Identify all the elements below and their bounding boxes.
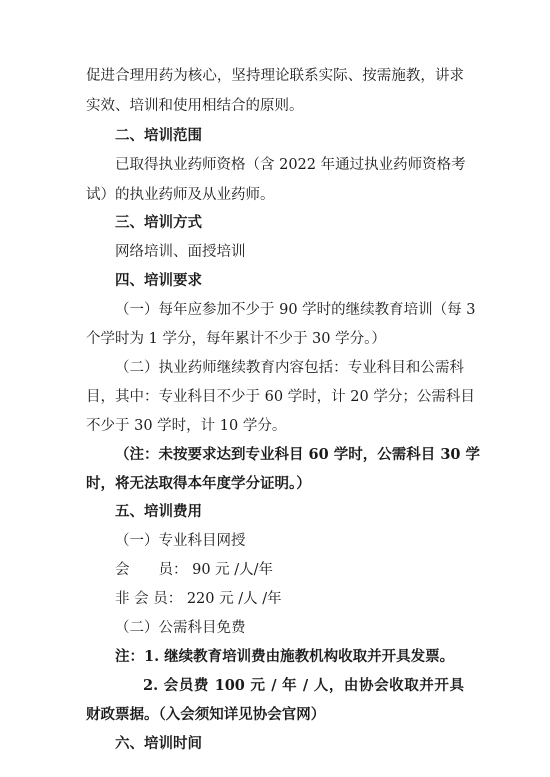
section-heading-method: 三、培训方式 [115, 215, 202, 231]
note-line: 时，将无法取得本年度学分证明。） [86, 475, 311, 492]
paragraph-line: 实效、培训和使用相结合的原则。 [86, 98, 304, 114]
section-heading-time: 六、培训时间 [115, 736, 202, 752]
paragraph-line: （一）每年应参加不少于 90 学时的继续教育培训（每 3 [115, 302, 476, 318]
paragraph-line: 网络培训、面授培训 [115, 244, 246, 260]
paragraph-line: 已取得执业药师资格（含 2022 年通过执业药师资格考 [115, 157, 466, 173]
paragraph-line: 试）的执业药师及从业药师。 [86, 187, 275, 203]
paragraph-line: （二）公需科目免费 [115, 620, 246, 636]
fee-member-line: 会 员： 90 元 /人/年 [115, 562, 274, 578]
paragraph-line: 目，其中：专业科目不少于 60 学时，计 20 学分；公需科目 [86, 389, 475, 405]
fee-nonmember-line: 非 会 员： 220 元 /人 /年 [115, 591, 282, 607]
paragraph-line: （一）专业科目网授 [115, 533, 246, 549]
paragraph-line: 不少于 30 学时，计 10 学分。 [86, 418, 287, 434]
note-line: 财政票据。（入会须知详见协会官网） [86, 706, 326, 723]
section-heading-fees: 五、培训费用 [115, 504, 202, 520]
paragraph-line: 促进合理用药为核心，坚持理论联系实际、按需施教，讲求 [86, 68, 464, 84]
section-heading-scope: 二、培训范围 [115, 128, 202, 144]
paragraph-line: （二）执业药师继续教育内容包括：专业科目和公需科 [115, 360, 464, 376]
paragraph-line: 个学时为 1 学分，每年累计不少于 30 学分。） [86, 331, 386, 347]
note-line: 2. 会员费 100 元 / 年 / 人，由协会收取并开具 [143, 677, 464, 694]
section-heading-requirements: 四、培训要求 [115, 273, 202, 289]
note-line: （注：未按要求达到专业科目 60 学时，公需科目 30 学 [115, 446, 481, 463]
note-line: 注：1. 继续教育培训费由施教机构收取并开具发票。 [115, 648, 455, 665]
